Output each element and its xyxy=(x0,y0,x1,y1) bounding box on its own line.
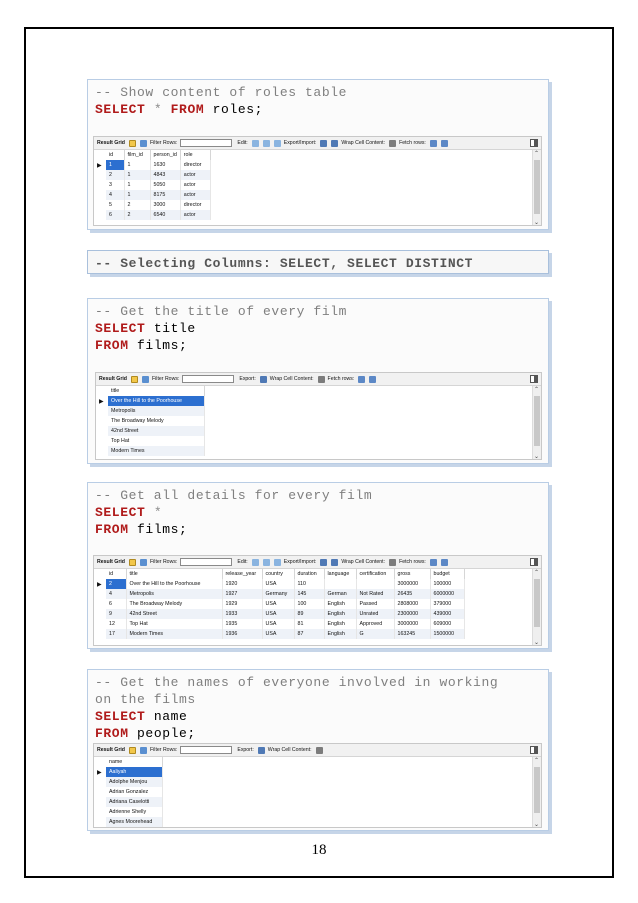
cell[interactable]: 5050 xyxy=(150,180,180,190)
panel-toggle-icon[interactable] xyxy=(530,139,538,147)
table-row[interactable] xyxy=(106,807,162,817)
cell[interactable]: 89 xyxy=(294,609,324,619)
cell[interactable]: 1 xyxy=(124,160,150,170)
sql-keyword: FROM xyxy=(170,102,205,117)
table-row[interactable] xyxy=(106,599,464,609)
fetch-all-icon[interactable] xyxy=(441,140,448,147)
row-header xyxy=(94,569,106,646)
cell[interactable]: The Broadway Melody xyxy=(108,416,204,426)
table-row[interactable] xyxy=(106,210,210,220)
cell[interactable]: actor xyxy=(180,180,210,190)
result-grid xyxy=(93,743,542,828)
scroll-thumb[interactable] xyxy=(534,160,540,214)
result-grid-tab[interactable]: Result Grid xyxy=(97,559,125,565)
cell[interactable]: 81 xyxy=(294,619,324,629)
import-icon[interactable] xyxy=(331,140,338,147)
cell[interactable]: actor xyxy=(180,210,210,220)
cell[interactable]: Adrienne Shelly xyxy=(106,807,162,817)
cell[interactable]: 4 xyxy=(106,190,124,200)
cell[interactable]: 1936 xyxy=(222,629,262,639)
add-row-icon[interactable] xyxy=(263,559,270,566)
filter-icon xyxy=(142,376,149,383)
result-table xyxy=(106,757,163,827)
column-header[interactable]: budget xyxy=(430,569,464,579)
sql-keyword: FROM xyxy=(95,726,129,741)
table-row[interactable] xyxy=(108,396,204,406)
cell[interactable]: 4843 xyxy=(150,170,180,180)
wrap-cell-label: Wrap Cell Content: xyxy=(341,559,386,565)
cell[interactable]: 8175 xyxy=(150,190,180,200)
fetch-next-icon[interactable] xyxy=(358,376,365,383)
result-table xyxy=(106,569,465,639)
table-row[interactable] xyxy=(106,200,210,210)
panel-toggle-icon[interactable] xyxy=(530,746,538,754)
grid-icon[interactable] xyxy=(129,140,136,147)
cell[interactable]: 2300000 xyxy=(394,609,430,619)
fetch-next-icon[interactable] xyxy=(430,559,437,566)
grid-body xyxy=(96,386,541,460)
table-row[interactable] xyxy=(106,629,464,639)
cell[interactable]: 1920 xyxy=(222,579,262,589)
cell[interactable]: 439000 xyxy=(430,609,464,619)
table-row[interactable] xyxy=(108,416,204,426)
wrap-cell-label: Wrap Cell Content: xyxy=(341,140,386,146)
grid-body xyxy=(94,569,541,646)
cell[interactable]: 87 xyxy=(294,629,324,639)
cell[interactable]: 1 xyxy=(106,160,124,170)
table-row[interactable] xyxy=(106,619,464,629)
cell[interactable]: 6 xyxy=(106,599,126,609)
table-row[interactable] xyxy=(108,426,204,436)
table-row[interactable] xyxy=(106,797,162,807)
filter-rows-label: Filter Rows: xyxy=(149,559,178,565)
result-grid xyxy=(95,372,542,460)
cell[interactable]: 1927 xyxy=(222,589,262,599)
cell[interactable]: 1500000 xyxy=(430,629,464,639)
code-block-roles xyxy=(87,79,549,230)
cell[interactable]: 3000 xyxy=(150,200,180,210)
page-number: 18 xyxy=(311,842,327,858)
export-import-label: Export/Import: xyxy=(283,559,317,565)
scroll-up-icon[interactable]: ⌃ xyxy=(534,758,540,764)
wrap-cell-icon[interactable] xyxy=(389,140,396,147)
column-header[interactable]: language xyxy=(324,569,356,579)
cell[interactable]: Adriana Caselotti xyxy=(106,797,162,807)
cell[interactable]: actor xyxy=(180,170,210,180)
export-icon[interactable] xyxy=(260,376,267,383)
scroll-up-icon[interactable]: ⌃ xyxy=(534,387,540,393)
row-header xyxy=(94,150,106,226)
cell[interactable]: USA xyxy=(262,609,294,619)
vertical-scrollbar[interactable] xyxy=(532,386,541,460)
export-label: Export: xyxy=(237,747,254,753)
scroll-down-icon[interactable]: ⌄ xyxy=(534,822,540,828)
grid-icon[interactable] xyxy=(129,747,136,754)
export-icon[interactable] xyxy=(258,747,265,754)
table-row[interactable] xyxy=(106,180,210,190)
sql-table: roles; xyxy=(212,102,264,117)
scroll-down-icon[interactable]: ⌄ xyxy=(534,454,540,460)
column-header[interactable]: name xyxy=(106,757,162,767)
filter-rows-input[interactable] xyxy=(180,746,232,754)
code-block-title xyxy=(87,298,549,464)
result-toolbar xyxy=(96,373,541,386)
cell[interactable]: Aaliyah xyxy=(106,767,162,777)
table-row[interactable] xyxy=(108,446,204,456)
fetch-rows-label: Fetch rows: xyxy=(327,376,355,382)
cell[interactable]: 100000 xyxy=(430,579,464,589)
filter-rows-label: Filter Rows: xyxy=(149,140,178,146)
cell[interactable]: 163245 xyxy=(394,629,430,639)
section-heading xyxy=(87,250,549,274)
table-row[interactable] xyxy=(106,787,162,797)
sql-keyword: SELECT xyxy=(95,505,146,520)
cell[interactable]: Not Rated xyxy=(356,589,394,599)
result-toolbar xyxy=(94,556,541,569)
column-header[interactable]: duration xyxy=(294,569,324,579)
cell[interactable]: English xyxy=(324,599,356,609)
cell[interactable]: The Broadway Melody xyxy=(126,599,222,609)
export-icon[interactable] xyxy=(320,559,327,566)
sql-keyword: SELECT xyxy=(95,321,146,336)
column-header[interactable]: release_year xyxy=(222,569,262,579)
cell[interactable]: English xyxy=(324,619,356,629)
cell[interactable]: 42nd Street xyxy=(108,426,204,436)
filter-rows-input[interactable] xyxy=(182,375,234,383)
fetch-rows-label: Fetch rows: xyxy=(399,140,426,146)
table-row[interactable] xyxy=(106,609,464,619)
grid-body xyxy=(94,150,541,226)
result-grid-tab[interactable]: Result Grid xyxy=(97,140,125,146)
sql-table: people; xyxy=(137,726,196,741)
panel-toggle-icon[interactable] xyxy=(530,375,538,383)
column-header[interactable]: film_id xyxy=(124,150,150,160)
result-toolbar xyxy=(94,744,541,757)
result-grid-tab[interactable]: Result Grid xyxy=(97,747,125,753)
add-row-icon[interactable] xyxy=(263,140,270,147)
cell[interactable]: 9 xyxy=(106,609,126,619)
cell[interactable]: director xyxy=(180,200,210,210)
cell[interactable]: English xyxy=(324,629,356,639)
cell[interactable]: USA xyxy=(262,579,294,589)
cell[interactable]: 2 xyxy=(106,579,126,589)
scroll-up-icon[interactable]: ⌃ xyxy=(534,151,540,157)
table-row[interactable] xyxy=(106,579,464,589)
cell[interactable]: Unrated xyxy=(356,609,394,619)
cell[interactable]: 3000000 xyxy=(394,619,430,629)
wrap-cell-icon[interactable] xyxy=(389,559,396,566)
cell[interactable]: Top Hat xyxy=(126,619,222,629)
filter-icon xyxy=(140,140,147,147)
cell[interactable]: Modern Times xyxy=(126,629,222,639)
current-row-icon: ▶ xyxy=(99,399,104,405)
cell[interactable]: 3000000 xyxy=(394,579,430,589)
cell[interactable]: Passed xyxy=(356,599,394,609)
cell[interactable]: 12 xyxy=(106,619,126,629)
column-header[interactable]: country xyxy=(262,569,294,579)
cell[interactable]: Top Hat xyxy=(108,436,204,446)
column-header[interactable]: title xyxy=(126,569,222,579)
filter-icon xyxy=(140,747,147,754)
scroll-down-icon[interactable]: ⌄ xyxy=(534,640,540,646)
section-heading-text: -- Selecting Columns: SELECT, SELECT DISTINCT xyxy=(95,256,474,271)
sql-keyword: FROM xyxy=(95,522,129,537)
cell[interactable]: 1935 xyxy=(222,619,262,629)
table-row[interactable] xyxy=(106,170,210,180)
sql-code xyxy=(88,483,548,538)
cell[interactable]: 1929 xyxy=(222,599,262,609)
cell[interactable]: 2 xyxy=(106,170,124,180)
filter-rows-input[interactable] xyxy=(180,139,232,147)
cell[interactable] xyxy=(324,579,356,589)
scroll-up-icon[interactable]: ⌃ xyxy=(534,570,540,576)
fetch-all-icon[interactable] xyxy=(441,559,448,566)
export-import-label: Export/Import: xyxy=(283,140,317,146)
column-header[interactable]: certification xyxy=(356,569,394,579)
cell[interactable]: 26435 xyxy=(394,589,430,599)
column-header[interactable]: gross xyxy=(394,569,430,579)
filter-icon xyxy=(140,559,147,566)
column-header[interactable]: role xyxy=(180,150,210,160)
fetch-next-icon[interactable] xyxy=(430,140,437,147)
export-icon[interactable] xyxy=(320,140,327,147)
cell[interactable]: Over the Hill to the Poorhouse xyxy=(126,579,222,589)
wrap-cell-icon[interactable] xyxy=(318,376,325,383)
sql-column: title xyxy=(153,321,196,336)
cell[interactable]: Modern Times xyxy=(108,446,204,456)
sql-keyword: SELECT xyxy=(95,709,146,724)
cell[interactable]: 1 xyxy=(124,190,150,200)
cell[interactable]: 2 xyxy=(124,200,150,210)
cell[interactable]: 2808000 xyxy=(394,599,430,609)
cell[interactable]: 6 xyxy=(106,210,124,220)
current-row-icon: ▶ xyxy=(97,770,102,776)
sql-code xyxy=(88,670,548,742)
column-header[interactable]: title xyxy=(108,386,204,396)
current-row-icon: ▶ xyxy=(97,163,102,169)
cell[interactable]: Approved xyxy=(356,619,394,629)
column-header[interactable]: person_id xyxy=(150,150,180,160)
cell[interactable]: 4 xyxy=(106,589,126,599)
sql-comment: -- Show content of roles table xyxy=(95,85,348,100)
column-header[interactable]: id xyxy=(106,150,124,160)
result-grid-tab[interactable]: Result Grid xyxy=(99,376,127,382)
cell[interactable]: 1 xyxy=(124,170,150,180)
vertical-scrollbar[interactable] xyxy=(532,150,541,226)
sql-star: * xyxy=(153,102,163,117)
code-block-people xyxy=(87,669,549,831)
import-icon[interactable] xyxy=(331,559,338,566)
table-row[interactable] xyxy=(106,589,464,599)
edit-row-icon[interactable] xyxy=(252,140,259,147)
cell[interactable]: 100 xyxy=(294,599,324,609)
edit-row-icon[interactable] xyxy=(252,559,259,566)
column-header[interactable]: id xyxy=(106,569,126,579)
current-row-icon: ▶ xyxy=(97,582,102,588)
edit-label: Edit: xyxy=(237,559,248,565)
cell[interactable]: 1933 xyxy=(222,609,262,619)
sql-comment: -- Get the title of every film xyxy=(95,304,348,319)
cell[interactable]: 6540 xyxy=(150,210,180,220)
sql-comment: -- Get the names of everyone involved in working on the films xyxy=(95,675,499,707)
cell[interactable]: actor xyxy=(180,190,210,200)
table-row[interactable] xyxy=(106,817,162,827)
cell[interactable]: director xyxy=(180,160,210,170)
cell[interactable]: 609000 xyxy=(430,619,464,629)
edit-label: Edit: xyxy=(237,140,248,146)
table-row[interactable] xyxy=(106,777,162,787)
sql-star: * xyxy=(153,505,163,520)
scroll-thumb[interactable] xyxy=(534,396,540,446)
cell[interactable]: 2 xyxy=(124,210,150,220)
grid-icon[interactable] xyxy=(131,376,138,383)
result-table xyxy=(106,150,211,220)
sql-keyword: FROM xyxy=(95,338,129,353)
scroll-thumb[interactable] xyxy=(534,579,540,627)
scroll-thumb[interactable] xyxy=(534,767,540,813)
cell[interactable]: Agnes Moorehead xyxy=(106,817,162,827)
cell[interactable]: 42nd Street xyxy=(126,609,222,619)
table-row[interactable] xyxy=(108,436,204,446)
panel-toggle-icon[interactable] xyxy=(530,558,538,566)
grid-icon[interactable] xyxy=(129,559,136,566)
vertical-scrollbar[interactable] xyxy=(532,569,541,646)
fetch-rows-label: Fetch rows: xyxy=(399,559,426,565)
cell[interactable]: Metropolis xyxy=(108,406,204,416)
wrap-cell-label: Wrap Cell Content: xyxy=(269,376,314,382)
cell[interactable] xyxy=(356,579,394,589)
fetch-all-icon[interactable] xyxy=(369,376,376,383)
sql-table: films; xyxy=(137,338,188,353)
grid-body xyxy=(94,757,541,828)
cell[interactable]: Adolphe Menjou xyxy=(106,777,162,787)
sql-comment: -- Get all details for every film xyxy=(95,488,373,503)
table-row[interactable] xyxy=(106,160,210,170)
cell[interactable]: 145 xyxy=(294,589,324,599)
table-row[interactable] xyxy=(108,406,204,416)
table-row[interactable] xyxy=(106,767,162,777)
row-header xyxy=(94,757,106,828)
cell[interactable]: 1630 xyxy=(150,160,180,170)
result-grid xyxy=(93,136,542,226)
table-row[interactable] xyxy=(106,190,210,200)
sql-keyword: SELECT xyxy=(95,102,146,117)
cell[interactable]: 379000 xyxy=(430,599,464,609)
cell[interactable]: 6000000 xyxy=(430,589,464,599)
cell[interactable]: 1 xyxy=(124,180,150,190)
wrap-cell-label: Wrap Cell Content: xyxy=(267,747,312,753)
filter-rows-label: Filter Rows: xyxy=(151,376,180,382)
result-grid xyxy=(93,555,542,646)
cell[interactable]: Adrian Gonzalez xyxy=(106,787,162,797)
delete-row-icon[interactable] xyxy=(274,140,281,147)
cell[interactable]: 5 xyxy=(106,200,124,210)
sql-code xyxy=(88,80,548,118)
cell[interactable]: USA xyxy=(262,599,294,609)
sql-column: name xyxy=(153,709,188,724)
cell[interactable]: 3 xyxy=(106,180,124,190)
cell[interactable]: Germany xyxy=(262,589,294,599)
sql-table: films; xyxy=(137,522,188,537)
result-toolbar xyxy=(94,137,541,150)
cell[interactable]: Metropolis xyxy=(126,589,222,599)
delete-row-icon[interactable] xyxy=(274,559,281,566)
vertical-scrollbar[interactable] xyxy=(532,757,541,828)
wrap-cell-icon[interactable] xyxy=(316,747,323,754)
filter-rows-label: Filter Rows: xyxy=(149,747,178,753)
row-header xyxy=(96,386,108,460)
cell[interactable]: Over the Hill to the Poorhouse xyxy=(108,396,204,406)
code-block-films xyxy=(87,482,549,649)
cell[interactable]: German xyxy=(324,589,356,599)
sql-code xyxy=(88,299,548,354)
cell[interactable]: USA xyxy=(262,629,294,639)
cell[interactable]: 17 xyxy=(106,629,126,639)
cell[interactable]: 110 xyxy=(294,579,324,589)
cell[interactable]: G xyxy=(356,629,394,639)
filter-rows-input[interactable] xyxy=(180,558,232,566)
scroll-down-icon[interactable]: ⌄ xyxy=(534,220,540,226)
cell[interactable]: USA xyxy=(262,619,294,629)
result-table xyxy=(108,386,205,456)
export-label: Export: xyxy=(239,376,256,382)
cell[interactable]: English xyxy=(324,609,356,619)
